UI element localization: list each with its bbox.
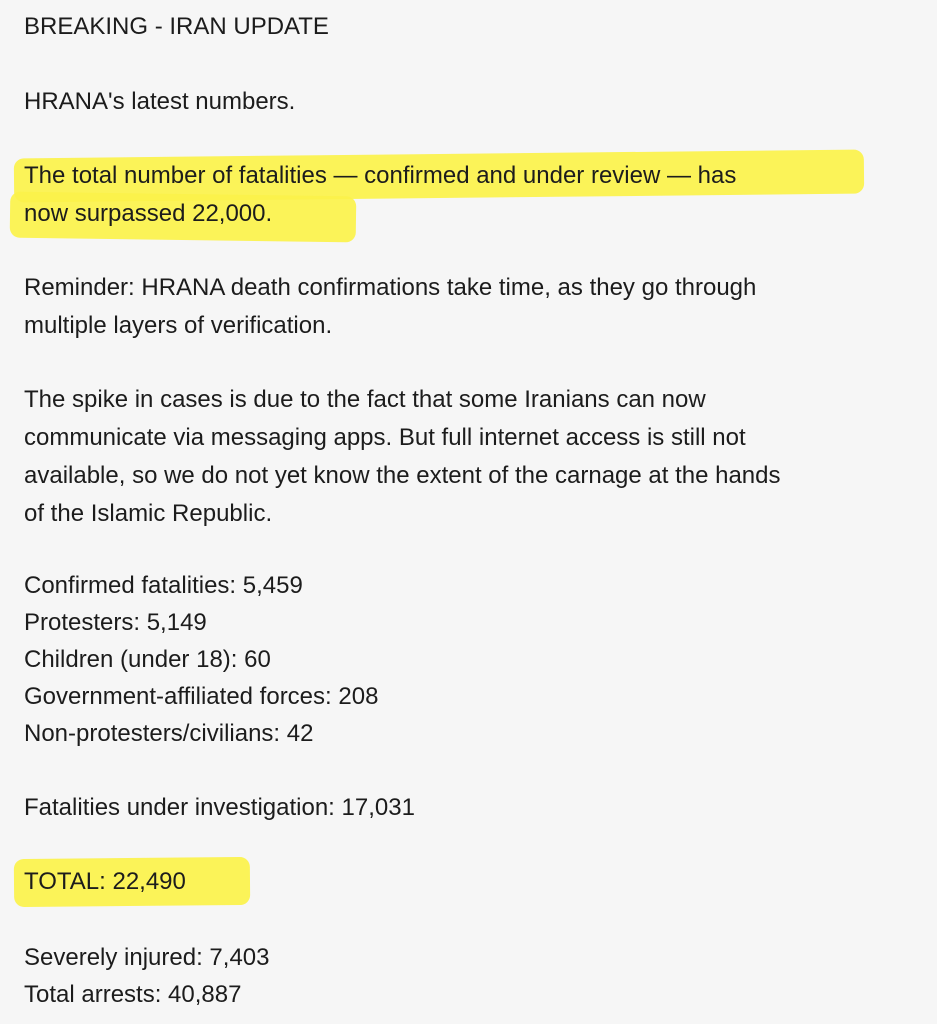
intro-text: HRANA's latest numbers. bbox=[24, 88, 296, 115]
paragraph-line: of the Islamic Republic. bbox=[24, 500, 273, 527]
highlighted-line: now surpassed 22,000. bbox=[24, 200, 273, 227]
highlighted-line: The total number of fatalities — confirmed and under review — has bbox=[24, 162, 737, 189]
reminder-line: Reminder: HRANA death confirmations take time, as they go through bbox=[24, 274, 757, 301]
paragraph-line: communicate via messaging apps. But full internet access is still not bbox=[24, 424, 746, 451]
reminder-line: multiple layers of verification. bbox=[24, 312, 333, 339]
stat-line: Children (under 18): 60 bbox=[24, 646, 271, 673]
stat-line: Government-affiliated forces: 208 bbox=[24, 683, 379, 710]
stat-line: Confirmed fatalities: 5,459 bbox=[24, 572, 303, 599]
paragraph-line: available, so we do not yet know the extent of the carnage at the hands bbox=[24, 462, 781, 489]
under-investigation-line: Fatalities under investigation: 17,031 bbox=[24, 794, 415, 821]
stat-line: Non-protesters/civilians: 42 bbox=[24, 720, 314, 747]
total-line: TOTAL: 22,490 bbox=[24, 868, 186, 895]
paragraph-line: The spike in cases is due to the fact that some Iranians can now bbox=[24, 386, 706, 413]
stat-line: Total arrests: 40,887 bbox=[24, 981, 242, 1008]
post-heading: BREAKING - IRAN UPDATE bbox=[24, 13, 329, 40]
stat-line: Severely injured: 7,403 bbox=[24, 944, 270, 971]
stat-line: Protesters: 5,149 bbox=[24, 609, 207, 636]
